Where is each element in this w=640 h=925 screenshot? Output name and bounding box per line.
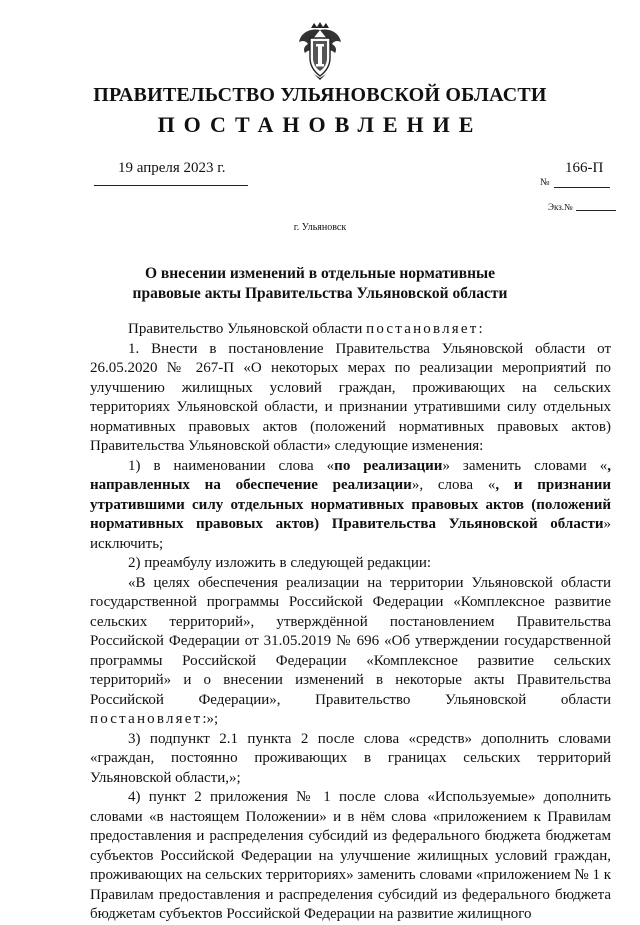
paragraph-1: 1. Внести в постановление Правительства Ульяновской области от 26.05.2020 № 267-П «О некоторых мерах по реализации мероприятий по улучшению жилищных условий граждан, проживающих на сельских территориях Ульяновской области, и признании утратившими силу отдельных нормативных правовых актов (положений нормативных правовых актов) Правительства Ульяновской области» следующие изменения: bbox=[90, 340, 611, 454]
document-number: 166-П bbox=[565, 160, 604, 176]
title-line-2: правовые акты Правительства Ульяновской области bbox=[132, 285, 508, 302]
title-line-1: О внесении изменений в отдельные нормативные bbox=[144, 265, 496, 282]
document-body bbox=[90, 320, 611, 925]
number-label: № bbox=[540, 177, 550, 188]
copy-underline bbox=[576, 210, 616, 211]
document-date: 19 апреля 2023 г. bbox=[118, 160, 226, 176]
paragraph-1-2: 2) преамбулу изложить в следующей редакции: bbox=[128, 555, 432, 571]
paragraph-preamble: Правительство Ульяновской области постановляет: bbox=[128, 321, 483, 337]
copy-label: Экз.№ bbox=[548, 202, 573, 212]
paragraph-preamble-text: «В целях обеспечения реализации на территории Ульяновской области государственной программы Российской Федерации «Комплексное развитие сельских территорий», утверждённой постановлением Правительства Российской Федерации от 31.05.2019 № 696 «Об утверждении государственной программы Российской Федерации «Комплексное развитие сельских территорий» и о внесении изменений в некоторые акты Правительства Российской Федерации», Правительство Ульяновской области постановляет:»; bbox=[90, 574, 611, 727]
date-underline bbox=[94, 185, 248, 186]
paragraph-1-3: 3) подпункт 2.1 пункта 2 после слова «средств» дополнить словами «граждан, постоянно проживающих в границах сельских территорий Ульяновской области,»; bbox=[90, 730, 611, 786]
city: г. Ульяновск bbox=[293, 222, 347, 233]
coat-of-arms-icon bbox=[297, 22, 343, 80]
number-underline bbox=[554, 187, 610, 188]
government-name: ПРАВИТЕЛЬСТВО УЛЬЯНОВСКОЙ ОБЛАСТИ bbox=[93, 84, 547, 106]
paragraph-1-1: 1) в наименовании слова «по реализации» заменить словами «, направленных на обеспечение реализации», слова «, и признании утратившими силу отдельных нормативных правовых актов (положений нормативных правовых актов) Правительства Ульяновской области» исключить; bbox=[90, 457, 612, 552]
document-type: ПОСТАНОВЛЕНИЕ bbox=[157, 112, 483, 137]
document-title bbox=[0, 264, 640, 304]
paragraph-1-4: 4) пункт 2 приложения № 1 после слова «Используемые» дополнить словами «в настоящем Положении» и в нём слова «приложением к Правилам предоставления и распределения субсидий из федерального бюджета бюджетам субъектов Российской Федерации на улучшение жилищных условий граждан, проживающих на сельских территориях» заменить словами «приложением № 1 к Правилам предоставления и распределения субсидий из федерального бюджета бюджетам субъектов Российской Федерации на развитие жилищного bbox=[90, 789, 611, 922]
